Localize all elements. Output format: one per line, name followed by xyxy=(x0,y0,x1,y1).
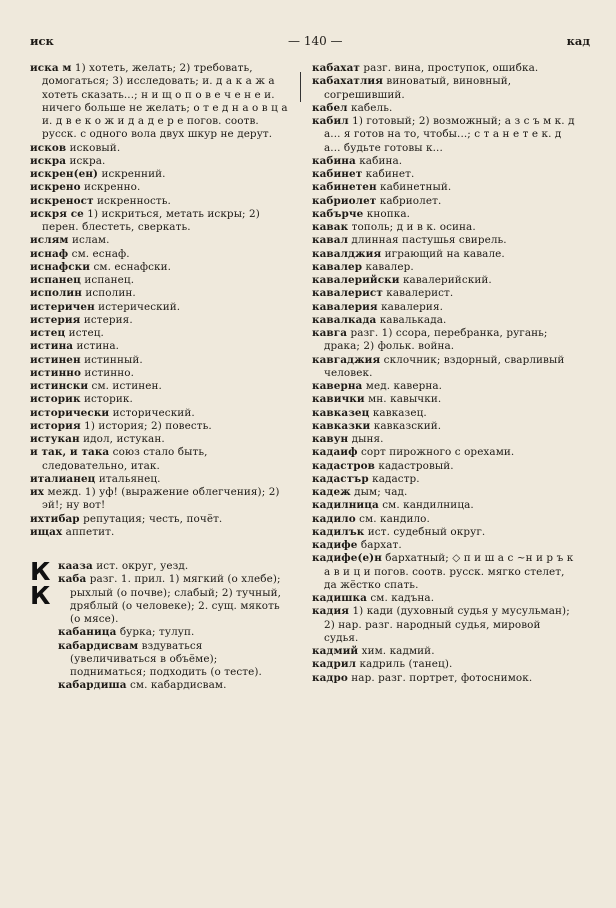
dictionary-entry xyxy=(312,354,577,381)
dictionary-entry xyxy=(30,314,290,327)
entry-headword: ищах xyxy=(30,525,63,538)
entry-headword: ихтибар xyxy=(30,512,80,525)
entry-definition: кавалерист. xyxy=(382,287,454,300)
entry-definition: 1) кади (духовный судья у мусульман); 2) нар. разг. народный судья, мировой судья. xyxy=(324,605,570,644)
entry-definition: кавказец. xyxy=(369,406,427,419)
page-header xyxy=(30,34,590,52)
entry-headword: кабриолет xyxy=(312,194,377,207)
entry-definition: 1) готовый; 2) возможный; а з с ъ м к. д а... я готов на то, чтобы...; с т а н е т е к. д а... будьте готовы к... xyxy=(324,115,575,154)
header-right-guide-word: кад xyxy=(566,34,590,48)
dictionary-entry xyxy=(312,380,577,393)
entry-headword: кабина xyxy=(312,154,356,167)
entry-definition: исполин. xyxy=(81,287,136,300)
dictionary-entry xyxy=(312,407,577,420)
entry-headword: кавички xyxy=(312,393,365,406)
dictionary-entry xyxy=(312,420,577,433)
entry-definition: сорт пирожного с орехами. xyxy=(357,446,515,459)
entry-definition: бархат. xyxy=(357,539,402,551)
entry-definition: кадриль (танец). xyxy=(356,658,453,671)
dictionary-entry xyxy=(312,552,577,592)
dictionary-entry xyxy=(312,274,577,287)
dictionary-entry xyxy=(312,287,577,300)
entry-definition: см. кабардисвам. xyxy=(126,679,227,692)
entry-definition: кадастровый. xyxy=(374,459,454,472)
entry-definition: истинно. xyxy=(81,366,135,379)
dictionary-entry xyxy=(312,605,577,645)
dictionary-entry xyxy=(312,155,577,168)
entry-headword: иска м xyxy=(30,62,72,74)
dictionary-entry xyxy=(312,460,577,473)
dictionary-entry xyxy=(312,75,577,102)
entry-headword: кааза xyxy=(58,560,93,572)
dictionary-entry xyxy=(312,658,577,671)
entry-headword: кабахатлия xyxy=(312,75,383,88)
dictionary-entry xyxy=(312,62,577,75)
entry-headword: искря се xyxy=(30,207,84,220)
dictionary-entry xyxy=(312,486,577,499)
entry-headword: искреност xyxy=(30,194,94,207)
entry-definition: исковый. xyxy=(66,141,121,154)
dictionary-entry xyxy=(312,393,577,406)
section-letter-uppercase: К xyxy=(30,557,51,586)
entry-headword: кавказец xyxy=(312,406,370,419)
entry-headword: кадеж xyxy=(312,486,351,498)
entry-headword: кабардиша xyxy=(58,679,127,692)
entry-headword: кадия xyxy=(312,605,350,618)
dictionary-entry xyxy=(312,539,577,552)
entry-definition: аппетит. xyxy=(62,525,115,538)
dictionary-entry xyxy=(312,314,577,327)
dictionary-entry xyxy=(312,473,577,486)
dictionary-entry xyxy=(312,181,577,194)
entry-definition: репутация; честь, почёт. xyxy=(79,512,223,525)
entry-definition: бурка; тулуп. xyxy=(116,626,195,639)
entry-definition: мн. кавычки. xyxy=(364,393,442,406)
entry-definition: кавказский. xyxy=(370,419,442,432)
dictionary-entry xyxy=(30,142,290,155)
entry-headword: история xyxy=(30,419,81,432)
dictionary-entry xyxy=(30,433,290,446)
entry-definition: нар. разг. портрет, фотоснимок. xyxy=(347,671,533,684)
entry-headword: иснафски xyxy=(30,260,91,273)
entry-definition: см. еснаф. xyxy=(68,247,130,260)
entry-headword: историк xyxy=(30,393,81,406)
entry-definition: истец. xyxy=(65,327,104,339)
dictionary-entry xyxy=(30,261,290,274)
entry-headword: кавга xyxy=(312,327,348,339)
entry-headword: истинно xyxy=(30,366,82,379)
entry-definition: межд. 1) уф! (выражение облегчения); 2) эй!; ну вот! xyxy=(42,486,280,512)
dictionary-entry xyxy=(30,354,290,367)
entry-definition: хим. кадмий. xyxy=(358,645,435,657)
entry-headword: кадило xyxy=(312,512,356,525)
dictionary-entry xyxy=(312,195,577,208)
entry-definition: дым; чад. xyxy=(350,486,408,498)
entry-definition: 1) искриться, метать искры; 2) перен. блестеть, сверкать. xyxy=(42,207,260,233)
entry-definition: кавалерийский. xyxy=(399,274,492,286)
dictionary-entry xyxy=(312,208,577,221)
entry-headword: искрено xyxy=(30,181,81,194)
entry-definition: см. истинен. xyxy=(88,380,162,392)
entry-headword: каба xyxy=(58,573,87,586)
entry-definition: 1) хотеть, желать; 2) требовать, домогаться; 3) исследовать; и. д а к а ж а хотеть сказать...; н и щ о п о в е ч е н е и. ничего больше не желать; о т е д н а о в ц а и. д в е к о ж и д а д е р е погов. соотв. русск. с одного вола двух шкур не дерут. xyxy=(42,62,288,141)
entry-definition: истерия. xyxy=(80,313,133,326)
dictionary-entry xyxy=(312,513,577,526)
entry-definition: кабина. xyxy=(355,154,403,167)
entry-headword: истинен xyxy=(30,353,81,366)
dictionary-entry xyxy=(30,420,290,433)
header-left-guide-word: иск xyxy=(30,34,54,48)
entry-headword: кавалер xyxy=(312,260,363,273)
entry-headword: истеричен xyxy=(30,300,95,313)
entry-definition: играющий на кавале. xyxy=(381,247,505,260)
dictionary-entry xyxy=(30,248,290,261)
dictionary-entry xyxy=(312,301,577,314)
entry-definition: разг. вина, проступок, ошибка. xyxy=(359,62,539,74)
entry-headword: кадифе(е)н xyxy=(312,552,382,565)
entry-headword: кабахат xyxy=(312,62,360,74)
entry-definition: см. кандило. xyxy=(355,512,430,525)
dictionary-entry xyxy=(312,446,577,459)
entry-definition: испанец. xyxy=(80,274,135,286)
entry-headword: кадилък xyxy=(312,525,365,538)
dictionary-entry xyxy=(30,208,290,235)
entry-definition: тополь; д и в к. осина. xyxy=(348,221,476,233)
entry-headword: кабинет xyxy=(312,168,363,180)
entry-headword: кавалерия xyxy=(312,300,378,313)
entry-definition: союз стало быть, следовательно, итак. xyxy=(42,446,208,472)
entry-headword: истец xyxy=(30,327,66,339)
entry-headword: кадаиф xyxy=(312,446,358,459)
right-entries xyxy=(312,62,577,685)
dictionary-entry xyxy=(312,261,577,274)
entry-headword: искрен(ен) xyxy=(30,168,99,180)
entry-definition: историк. xyxy=(80,393,133,406)
entry-definition: кабриолет. xyxy=(376,194,442,207)
entry-definition: бархатный; ◇ п и ш а с ~н и р ъ к а в и ц и погов. соотв. русск. мягко стелет, да жёстко спать. xyxy=(324,552,574,591)
entry-definition: искренность. xyxy=(93,194,171,207)
entry-headword: кавалерийски xyxy=(312,274,400,286)
dictionary-entry xyxy=(30,155,290,168)
entry-headword: исторически xyxy=(30,406,110,419)
entry-definition: кабинетный. xyxy=(376,181,452,194)
dictionary-entry xyxy=(312,672,577,685)
right-column xyxy=(312,62,577,685)
dictionary-entry xyxy=(30,513,290,526)
entry-headword: кадрил xyxy=(312,658,357,671)
entry-headword: кавал xyxy=(312,234,349,247)
dictionary-entry xyxy=(30,234,290,247)
dictionary-entry xyxy=(312,102,577,115)
entry-headword: истина xyxy=(30,340,74,353)
entry-definition: кабель. xyxy=(347,101,393,114)
dictionary-entry xyxy=(30,62,290,142)
entry-definition: кавалькада. xyxy=(376,313,447,326)
dictionary-entry xyxy=(312,115,577,155)
left-entries xyxy=(30,62,290,539)
entry-headword: каверна xyxy=(312,380,363,392)
entry-definition: см. еснафски. xyxy=(90,260,172,273)
dictionary-entry xyxy=(312,234,577,247)
entry-headword: исков xyxy=(30,141,67,154)
entry-definition: истина. xyxy=(73,340,120,353)
entry-headword: истукан xyxy=(30,433,80,445)
entry-definition: ислам. xyxy=(68,234,110,247)
entry-headword: кабел xyxy=(312,101,348,114)
entry-definition: кавалер. xyxy=(362,260,414,273)
dictionary-entry xyxy=(30,168,290,181)
entry-definition: кнопка. xyxy=(363,207,411,220)
entry-headword: иснаф xyxy=(30,247,69,260)
entry-headword: кабаница xyxy=(58,626,117,639)
section-letter xyxy=(30,557,51,610)
entry-definition: исторический. xyxy=(109,406,195,419)
k-entries xyxy=(58,560,290,693)
page-number: — 140 — xyxy=(288,34,343,48)
entry-headword: кабърче xyxy=(312,207,364,220)
entry-definition: искренний. xyxy=(98,168,166,180)
section-letter-second: К xyxy=(30,581,51,610)
entry-definition: итальянец. xyxy=(95,472,161,485)
entry-headword: кадилница xyxy=(312,499,379,512)
entry-headword: кавказки xyxy=(312,419,371,432)
entry-headword: кавалкада xyxy=(312,313,377,326)
entry-headword: исполин xyxy=(30,287,82,300)
dictionary-entry xyxy=(58,573,290,626)
entry-definition: разг. 1. прил. 1) мягкий (о хлебе); рыхлый (о почве); слабый; 2) тучный, дряблый (о человеке); 2. сущ. мякоть (о мясе). xyxy=(70,573,281,625)
left-column xyxy=(30,62,290,693)
entry-headword: кавак xyxy=(312,221,349,233)
entry-headword: кавун xyxy=(312,433,349,445)
dictionary-entry xyxy=(30,407,290,420)
dictionary-entry xyxy=(30,327,290,340)
entry-definition: искра. xyxy=(66,154,106,167)
entry-headword: их xyxy=(30,486,45,498)
entry-definition: мед. каверна. xyxy=(362,380,443,392)
dictionary-entry xyxy=(30,526,290,539)
dictionary-entry xyxy=(312,327,577,354)
dictionary-entry xyxy=(312,592,577,605)
dictionary-entry xyxy=(58,679,290,692)
dictionary-entry xyxy=(30,393,290,406)
entry-definition: кавалерия. xyxy=(377,300,444,313)
dictionary-entry xyxy=(30,274,290,287)
dictionary-entry xyxy=(30,367,290,380)
entry-definition: 1) история; 2) повесть. xyxy=(80,419,212,432)
entry-headword: истински xyxy=(30,380,89,392)
entry-definition: кабинет. xyxy=(362,168,415,180)
dictionary-entry xyxy=(30,287,290,300)
entry-headword: кавгаджия xyxy=(312,353,381,366)
dictionary-entry xyxy=(30,473,290,486)
dictionary-entry xyxy=(58,560,290,573)
section-gap xyxy=(30,539,290,560)
entry-definition: дыня. xyxy=(348,433,384,445)
dictionary-entry xyxy=(312,221,577,234)
entry-headword: испанец xyxy=(30,274,81,286)
entry-headword: кадишка xyxy=(312,592,367,604)
entry-definition: истинный. xyxy=(80,353,143,366)
entry-definition: кадастр. xyxy=(368,472,420,485)
entry-definition: идол, истукан. xyxy=(79,433,165,445)
dictionary-entry xyxy=(30,181,290,194)
entry-headword: кавалерист xyxy=(312,287,383,300)
dictionary-entry xyxy=(312,645,577,658)
entry-definition: искренно. xyxy=(80,181,141,194)
entry-headword: кадро xyxy=(312,671,348,684)
entry-headword: кавалджия xyxy=(312,247,382,260)
entry-definition: см. кадъна. xyxy=(366,592,435,604)
entry-headword: и так, и така xyxy=(30,446,110,459)
dictionary-entry xyxy=(30,486,290,513)
entry-headword: кабардисвам xyxy=(58,639,139,652)
column-divider xyxy=(300,72,301,102)
dictionary-entry xyxy=(30,380,290,393)
entry-headword: кадмий xyxy=(312,645,359,657)
dictionary-entry xyxy=(30,446,290,473)
dictionary-entry xyxy=(30,195,290,208)
dictionary-entry xyxy=(312,499,577,512)
entry-definition: см. кандилница. xyxy=(378,499,474,512)
dictionary-entry xyxy=(312,433,577,446)
entry-headword: истерия xyxy=(30,313,81,326)
entry-headword: ислям xyxy=(30,234,69,247)
entry-definition: виноватый, виновный, согрешивший. xyxy=(324,75,512,101)
dictionary-entry xyxy=(30,301,290,314)
dictionary-entry xyxy=(30,340,290,353)
entry-headword: италианец xyxy=(30,472,96,485)
dictionary-entry xyxy=(58,626,290,639)
entry-definition: ист. судебный округ. xyxy=(364,525,486,538)
k-section xyxy=(30,557,290,693)
entry-definition: склочник; вздорный, сварливый человек. xyxy=(324,353,565,379)
entry-headword: кадифе xyxy=(312,539,358,551)
entry-definition: длинная пастушья свирель. xyxy=(348,234,507,247)
dictionary-entry xyxy=(312,168,577,181)
entry-headword: кабил xyxy=(312,115,349,127)
entry-headword: кадастър xyxy=(312,472,369,485)
entry-headword: кадастров xyxy=(312,459,375,472)
entry-headword: искра xyxy=(30,154,67,167)
entry-definition: вздуваться (увеличиваться в объёме); подниматься; подходить (о тесте). xyxy=(70,639,262,678)
entry-definition: разг. 1) ссора, перебранка, ругань; драка; 2) фольк. война. xyxy=(324,327,548,353)
entry-definition: ист. округ, уезд. xyxy=(92,560,189,572)
entry-headword: кабинетен xyxy=(312,181,377,194)
dictionary-entry xyxy=(58,640,290,680)
dictionary-entry xyxy=(312,248,577,261)
entry-definition: истерический. xyxy=(94,300,181,313)
dictionary-entry xyxy=(312,526,577,539)
